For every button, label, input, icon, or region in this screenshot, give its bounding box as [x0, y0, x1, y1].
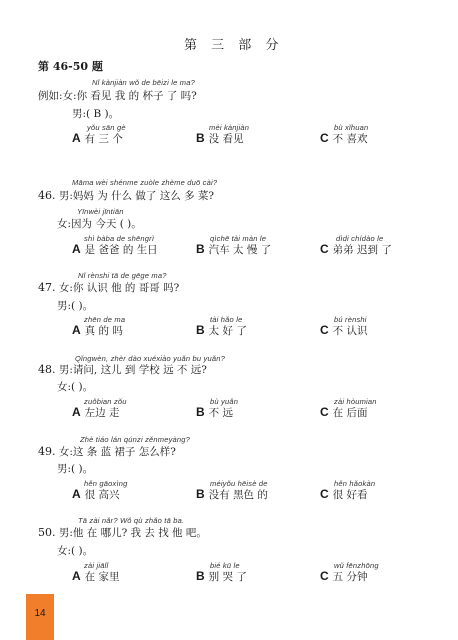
question-line	[38, 280, 179, 295]
option-letter: B	[196, 405, 205, 419]
option-b-pinyin: bié kū le	[210, 561, 240, 570]
option-a-pinyin: shì bàba de shēngrì	[84, 234, 155, 243]
option-a	[72, 405, 120, 420]
option-b	[196, 242, 271, 257]
question-line	[38, 188, 214, 203]
example-label: 例如:	[38, 90, 63, 102]
option-letter: A	[72, 405, 81, 419]
option-text: 不 远	[208, 407, 234, 419]
option-text: 不 认识	[332, 325, 368, 337]
answer-prompt: 女:因为 今天 ( )。	[57, 218, 142, 230]
question-number: 48.	[38, 363, 56, 376]
option-a	[72, 487, 120, 502]
option-text: 没 看见	[208, 133, 244, 145]
option-letter: A	[72, 131, 81, 145]
question-text: 妈妈 为 什么 做了 这么 多 菜?	[72, 190, 215, 202]
question-text: 他 在 哪儿? 我 去 找 他 吧。	[72, 527, 207, 539]
question-speaker: 女:	[58, 446, 73, 458]
option-text: 很 好看	[332, 489, 368, 501]
sub-pinyin: Yīnwèi jīntiān	[77, 207, 124, 216]
option-c-pinyin: hěn hǎokàn	[334, 479, 376, 488]
option-c	[320, 323, 368, 338]
option-text: 左边 走	[84, 407, 120, 419]
option-text: 汽车 太 慢 了	[208, 244, 272, 256]
option-text: 是 爸爸 的 生日	[84, 244, 158, 256]
question-speaker: 男:	[58, 364, 73, 376]
example-answer-prompt: 男:( B )。	[72, 108, 120, 120]
option-b-pinyin: bù yuǎn	[210, 397, 239, 406]
option-letter: A	[72, 487, 81, 501]
option-a-pinyin: zhēn de ma	[84, 315, 126, 324]
question-text: 你 认识 他 的 哥哥 吗?	[72, 282, 180, 294]
option-letter: B	[196, 323, 205, 337]
question-number: 49.	[38, 445, 56, 458]
example-speaker: 女:	[62, 90, 77, 102]
page-number-tab	[26, 594, 54, 640]
question-range: 第 46-50 题	[38, 60, 103, 73]
option-b-pinyin: tài hǎo le	[210, 315, 243, 324]
option-b-pinyin: qìchē tài màn le	[210, 234, 267, 243]
option-text: 在 家里	[84, 571, 120, 583]
option-b	[196, 569, 247, 584]
option-b-pinyin: méiyǒu hēisè de	[210, 479, 268, 488]
option-c-pinyin: wǔ fēnzhōng	[334, 561, 379, 570]
option-text: 弟弟 迟到 了	[332, 244, 392, 256]
option-text: 真 的 吗	[84, 325, 123, 337]
option-text: 太 好 了	[208, 325, 247, 337]
example-question	[38, 88, 197, 103]
option-letter: A	[72, 569, 81, 583]
option-c-pinyin: dìdi chídào le	[336, 234, 384, 243]
example-option-a	[72, 131, 123, 146]
option-letter: C	[320, 487, 329, 501]
option-b	[196, 487, 268, 502]
question-number: 46.	[38, 189, 56, 202]
option-a	[72, 569, 120, 584]
question-pinyin: Zhè tiáo lán qúnzi zěnmeyàng?	[80, 435, 191, 444]
option-letter: A	[72, 323, 81, 337]
option-text: 别 哭 了	[208, 571, 247, 583]
answer-prompt: 男:( )。	[57, 300, 94, 312]
answer-prompt: 女:( )。	[57, 545, 94, 557]
question-pinyin: Nǐ rènshi tā de gēge ma?	[78, 271, 167, 280]
option-c-pinyin: zài hòumian	[334, 397, 377, 406]
question-speaker: 男:	[58, 527, 73, 539]
option-letter: B	[196, 131, 205, 145]
option-letter: C	[320, 569, 329, 583]
option-c	[320, 569, 368, 584]
question-pinyin: Qǐngwèn, zhèr dào xuéxiào yuǎn bu yuǎn?	[75, 354, 225, 363]
option-text: 在 后面	[332, 407, 368, 419]
question-speaker: 男:	[58, 190, 73, 202]
example-pinyin: Nǐ kànjiàn wǒ de bēizi le ma?	[92, 78, 195, 87]
example-option-c-pinyin: bù xǐhuan	[334, 123, 369, 132]
option-letter: B	[196, 242, 205, 256]
answer-prompt: 女:( )。	[57, 381, 94, 393]
question-number: 50.	[38, 526, 56, 539]
page-number: 14	[34, 608, 46, 619]
option-letter: A	[72, 242, 81, 256]
example-text: 你 看见 我 的 杯子 了 吗?	[76, 90, 197, 102]
option-letter: C	[320, 131, 329, 145]
option-c	[320, 487, 368, 502]
example-option-a-pinyin: yǒu sān gè	[87, 123, 126, 132]
option-b	[196, 405, 233, 420]
option-text: 没有 黑色 的	[208, 489, 268, 501]
option-text: 不 喜欢	[332, 133, 368, 145]
example-option-b	[196, 131, 244, 146]
option-text: 有 三 个	[84, 133, 123, 145]
option-c	[320, 405, 368, 420]
option-a-pinyin: hěn gāoxìng	[84, 479, 128, 488]
option-letter: B	[196, 569, 205, 583]
option-letter: B	[196, 487, 205, 501]
option-c	[320, 242, 392, 257]
question-pinyin: Māma wèi shénme zuòle zhème duō cài?	[72, 178, 218, 187]
option-a	[72, 242, 158, 257]
question-text: 请问, 这儿 到 学校 远 不 远?	[72, 364, 207, 376]
option-a-pinyin: zài jiālǐ	[84, 561, 109, 570]
answer-prompt: 男:( )。	[57, 463, 94, 475]
section-title: 第 三 部 分	[184, 38, 284, 53]
option-letter: C	[320, 323, 329, 337]
question-speaker: 女:	[58, 282, 73, 294]
question-line	[38, 362, 207, 377]
option-c-pinyin: bú rènshi	[334, 315, 367, 324]
option-letter: C	[320, 242, 329, 256]
question-line	[38, 444, 176, 459]
question-pinyin: Tā zài nǎr? Wǒ qù zhǎo tā ba.	[78, 516, 185, 525]
option-b	[196, 323, 247, 338]
question-text: 这 条 蓝 裙子 怎么样?	[72, 446, 176, 458]
example-option-b-pinyin: méi kànjiàn	[209, 123, 250, 132]
option-letter: C	[320, 405, 329, 419]
question-number: 47.	[38, 281, 56, 294]
option-text: 五 分钟	[332, 571, 368, 583]
option-text: 很 高兴	[84, 489, 120, 501]
option-a	[72, 323, 123, 338]
question-line	[38, 525, 207, 540]
option-a-pinyin: zuǒbian zǒu	[84, 397, 127, 406]
example-option-c	[320, 131, 368, 146]
